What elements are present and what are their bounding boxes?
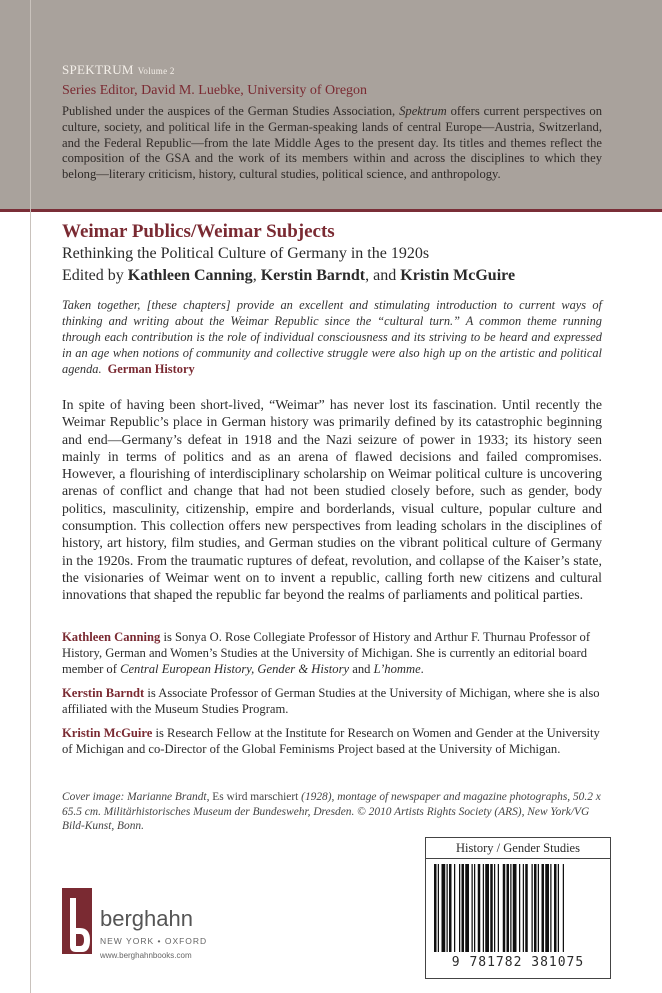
bio-canning — [62, 630, 602, 678]
spine-line — [30, 0, 31, 993]
editor-name: Kerstin Barndt — [260, 267, 366, 284]
book-title: Weimar Publics/Weimar Subjects — [62, 221, 335, 242]
barcode-icon — [432, 864, 604, 954]
isbn-digits: 9 781782 381075 — [451, 955, 585, 970]
bio-text: is Associate Professor of German Studies at the University of Michigan, where she is also affiliated with the Museum Studies Program. — [62, 686, 600, 716]
review-source: German History — [107, 361, 195, 376]
editor-name: Kathleen Canning — [127, 267, 253, 284]
bio-name: Kristin McGuire — [62, 726, 153, 740]
series-description: Published under the auspices of the German Studies Association, Spektrum offers current perspectives on culture, society, and political life in the German-speaking lands of central Europe—Austria, Switzerland, and the Federal Republic—from the late Middle Ages to the present day. Its titles and themes reflect the composition of the GSA and the work of its members within and across the disciplines to which they belong—literary criticism, history, cultural studies, political science, and anthropology. — [62, 104, 602, 182]
publisher-logo — [62, 884, 222, 964]
series-editor: Series Editor, David M. Luebke, University of Oregon — [62, 83, 368, 98]
series-volume: Volume 2 — [137, 66, 175, 76]
separator: , — [252, 267, 257, 284]
header-divider — [0, 209, 662, 212]
book-subtitle: Rethinking the Political Culture of Germany in the 1920s — [62, 245, 430, 262]
bio-mcguire — [62, 726, 602, 758]
barcode-box — [425, 837, 611, 979]
editors-line — [62, 267, 515, 285]
subject-category: History / Gender Studies — [426, 838, 610, 859]
cover-credit: Cover image: Marianne Brandt, Es wird marschiert (1928), montage of newspaper and magazine photographs, 50.2 x 65.5 cm. Militärhistorisches Museum der Bundeswehr, Dresden. © 2010 Artists Rights Society (ARS), New York/VG Bild-Kunst, Bonn. — [62, 791, 601, 832]
series-title: SPEKTRUM — [62, 62, 134, 77]
publisher-name: berghahn — [100, 906, 193, 931]
review-quote — [62, 298, 602, 378]
bio-name: Kathleen Canning — [62, 630, 161, 644]
publisher-cities: NEW YORK • OXFORD — [100, 936, 208, 946]
berghahn-logo-icon — [62, 884, 222, 964]
bio-name: Kerstin Barndt — [62, 686, 145, 700]
editor-name: Kristin McGuire — [400, 267, 516, 284]
series-name — [62, 62, 175, 78]
bio-barndt — [62, 686, 602, 718]
bio-text: is Sonya O. Rose Collegiate Professor of History and Arthur F. Thurnau Professor of History, German and Women’s Studies at the University of Michigan. She is currently an editorial board member of Central European History, Gender & History and L’homme. — [62, 630, 591, 676]
publisher-url: www.berghahnbooks.com — [100, 951, 192, 960]
edited-by-label: Edited by — [62, 267, 124, 284]
book-description: In spite of having been short-lived, “Weimar” has never lost its fascination. Until recently the Weimar Republic’s place in German history was primarily defined by its catastrophic beginning and end—Germany’s defeat in 1918 and the Nazi seizure of power in 1933; its history seen mainly in terms of politics and as an arena of flawed decisions and failed compromises. However, a flourishing of interdisciplinary scholarship on Weimar political culture is uncovering arenas of conflict and change that had not been studied closely before, such as gender, body politics, masculinity, citizenship, empire and borderlands, visual culture, popular culture and consumption. This collection offers new perspectives from leading scholars in the disciplines of history, art history, film studies, and German studies on the vibrant political culture of Germany in the 1920s. From the traumatic ruptures of defeat, revolution, and collapse of the Kaiser’s state, the visionaries of Weimar went on to invent a republic, calling forth new citizens and cultural innovations that shaped the republic far beyond the realms of parliaments and political parties. — [62, 397, 602, 603]
review-text: Taken together, [these chapters] provide an excellent and stimulating introduction to current ways of thinking and writing about the Weimar Republic since the “cultural turn.” A common theme running through each contribution is the role of individual consciousness and its striving to be heard and expressed in an age when notions of community and collective struggle were also high up on the artistic and political agenda. — [62, 298, 602, 376]
separator: , and — [365, 267, 397, 284]
bio-text: is Research Fellow at the Institute for Research on Women and Gender at the University of Michigan and co-Director of the Global Feminisms Project based at the University of Michigan. — [62, 726, 600, 756]
